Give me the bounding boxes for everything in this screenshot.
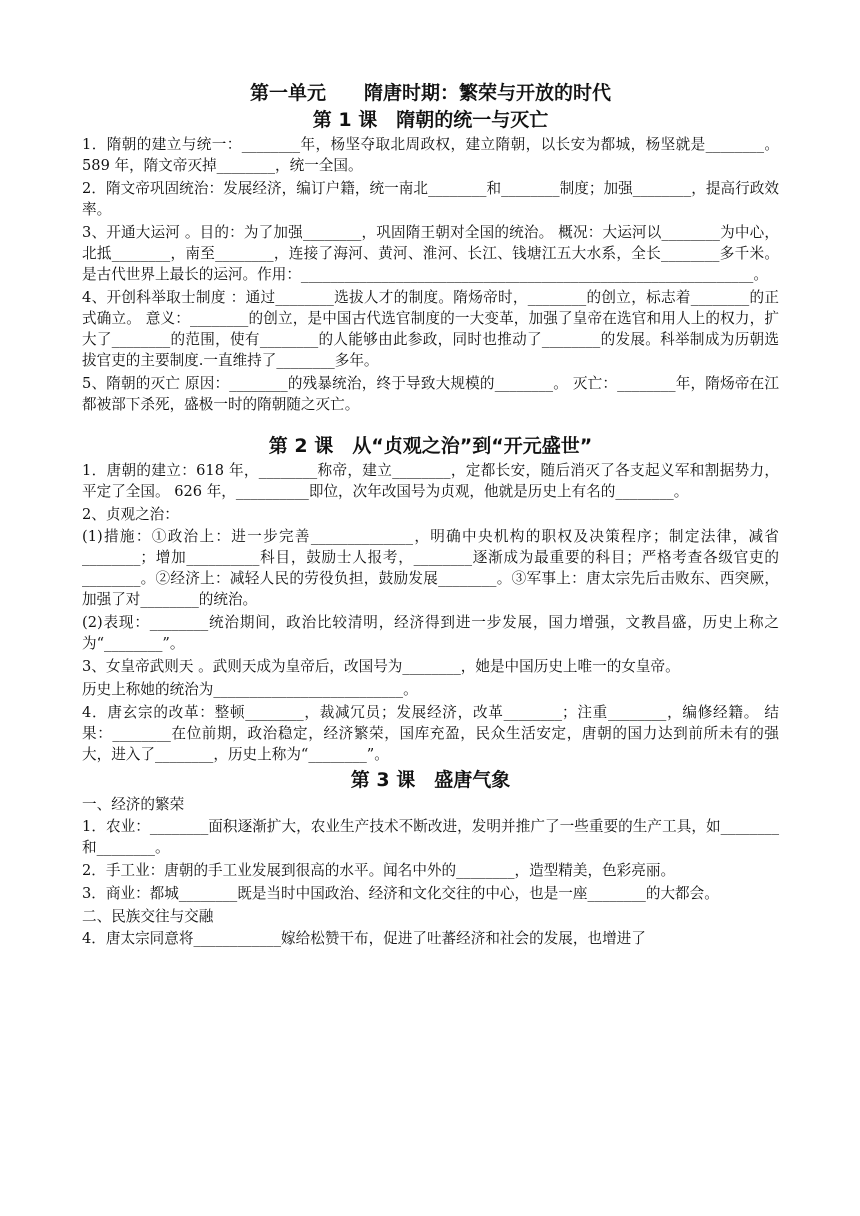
lesson-3 (82, 767, 779, 949)
lesson-1 (82, 107, 779, 415)
lesson-2 (82, 433, 779, 765)
paragraph: 3、开通大运河 。目的：为了加强________，巩固隋王朝对全国的统治。 概况：大运河以________为中心，北抵________，南至________，连接了海河、黄河、淮河、长江、钱塘江五大水系，全长________多千米。 是古代世界上最长的运河。作用：______________________________________________________________。 (82, 224, 779, 283)
lesson-title: 第 3 课 盛唐气象 (350, 769, 511, 791)
paragraph: 4．唐太宗同意将____________嫁给松赞干布，促进了吐蕃经济和社会的发展，也增进了 (82, 930, 646, 947)
unit-title: 第一单元 隋唐时期：繁荣与开放的时代 (249, 82, 611, 104)
paragraph: 3、女皇帝武则天 。武则天成为皇帝后，改国号为________，她是中国历史上唯一的女皇帝。 (82, 658, 680, 675)
section-heading: 二、民族交往与交融 (82, 908, 214, 925)
paragraph: 1．唐朝的建立：618 年，________称帝，建立________，定都长安，随后消灭了各支起义军和割据势力，平定了全国。 626 年，__________即位，次年改国号为贞观，他就是历史上有名的________。 (82, 462, 779, 500)
worksheet-page (82, 78, 779, 951)
paragraph: 5、隋朝的灭亡 原因：________的残暴统治，终于导致大规模的________。 灭亡：________年，隋炀帝在江都被部下杀死，盛极一时的隋朝随之灭亡。 (82, 375, 779, 413)
paragraph: 2．手工业：唐朝的手工业发展到很高的水平。闻名中外的________，造型精美，色彩亮丽。 (82, 862, 676, 879)
paragraph: 1．隋朝的建立与统一：________年，杨坚夺取北周政权，建立隋朝，以长安为都城，杨坚就是________。589 年，隋文帝灭掉________，统一全国。 (82, 136, 779, 174)
paragraph: 历史上称她的统治为__________________________。 (82, 681, 418, 698)
section-heading: 2、贞观之治： (82, 506, 179, 523)
section-heading: 一、经济的繁荣 (82, 796, 185, 813)
paragraph: 4．唐玄宗的改革：整顿________，裁减冗员；发展经济，改革________；注重________，编修经籍。 结果：________在位前期，政治稳定，经济繁荣，国库充盈，民众生活安定，唐朝的国力达到前所未有的强大，进入了________，历史上称为“________”。 (82, 704, 779, 763)
paragraph: (2)表现：________统治期间，政治比较清明，经济得到进一步发展，国力增强，文教昌盛，历史上称之为“________”。 (82, 614, 779, 652)
lesson-title: 第 1 课 隋朝的统一与灭亡 (312, 109, 549, 131)
paragraph: (1)措施：①政治上：进一步完善______________，明确中央机构的职权及决策程序；制定法律，减省________；增加__________科目，鼓励士人报考，________逐渐成为最重要的科目；严格考查各级官吏的________。②经济上：减轻人民的劳役负担，鼓励发展________。③军事上：唐太宗先后击败东、西突厥，加强了对________的统治。 (82, 528, 779, 608)
lesson-title: 第 2 课 从“贞观之治”到“开元盛世” (268, 435, 593, 457)
paragraph: 3．商业：都城________既是当时中国政治、经济和文化交往的中心，也是一座________的大都会。 (82, 885, 719, 902)
paragraph: 4、开创科举取士制度 ：通过________选拔人才的制度。隋炀帝时，________的创立，标志着________的正式确立。 意义：________的创立，是中国古代选官制度的一大变革，加强了皇帝在选官和用人上的权力，扩大了________的范围，使有________的人能够由此参政，同时也推动了________的发展。科举制成为历朝选拔官吏的主要制度.一直维持了________多年。 (82, 289, 779, 369)
paragraph: 1．农业：________面积逐渐扩大，农业生产技术不断改进，发明并推广了一些重要的生产工具，如________和________。 (82, 818, 779, 856)
paragraph: 2．隋文帝巩固统治：发展经济，编订户籍，统一南北________和________制度；加强________，提高行政效率。 (82, 180, 779, 218)
